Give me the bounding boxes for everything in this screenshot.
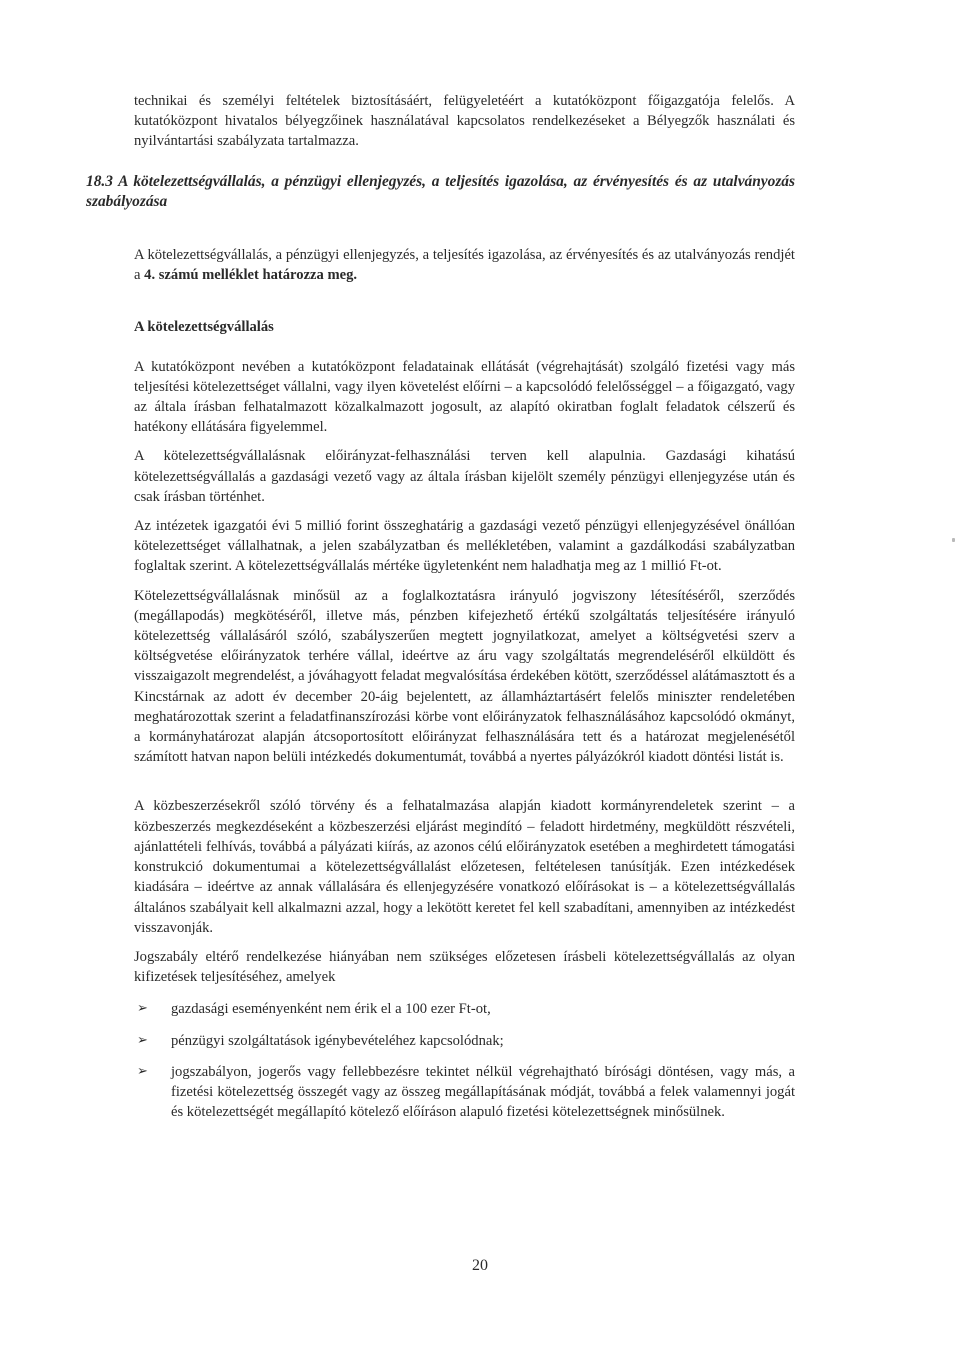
list-item xyxy=(134,1062,795,1123)
paragraph-definition: Kötelezettségvállalásnak minősül az a foglalkoztatásra irányuló jogviszony létesítéséről, szerződés (megállapodás) megkötéséről, illetve más, pénzben kifejezhető értékű szolgáltatás teljesítésére irányuló kötelezettség vállalásáról szóló, szabályszerűen megtett jognyilatkozat, amelyet a költségvetési szerv a költségvetése előirányzatok terhére vállal, ideértve az áru vagy szolgáltatás megrendeléséről elküldött és visszaigazolt megrendelést, a jóváhagyott feladat megvalósítása érdekében kötött, szerződéssel alátámasztott és a Kincstárnak az adott év december 20-áig bejelentett, az államháztartásért felelős miniszter rendeletében meghatározottak szerint a feladatfinanszírozási körbe vont előirányzatok felhasználásához kapcsolódó okmányt, a kormányhatározat alapján átcsoportosított előirányzat felhasználására tett és a határozat megjelenésétől számított hatvan napon belüli intézkedés dokumentumát, továbbá a nyertes pályázókról kiadott döntési listát is. xyxy=(134,587,795,766)
rules-annex-reference: 4. számú melléklet határozza meg. xyxy=(144,267,358,284)
section-title: 18.3 A kötelezettségvállalás, a pénzügyi ellenjegyzés, a teljesítés igazolása, az érvényesítés és az utalványozás szabályozása xyxy=(86,172,795,210)
list-item-text: jogszabályon, jogerős vagy fellebbezésre tekintet nélkül végrehajtható bírósági döntésen, vagy más, a fizetési kötelezettség összegét vagy az összeg megállapításának módját, továbbá a felek valamennyi jogát és kötelezettségét megállapító kötelező előíráson alapuló fizetési kötelezettségnek minősülnek. xyxy=(171,1063,795,1121)
paragraph-plan-basis: A kötelezettségvállalásnak előirányzat-felhasználási terven kell alapulnia. Gazdasági kihatású kötelezettségvállalás a gazdasági vezető vagy az általa írásban kijelölt személy pénzügyi ellenjegyzése után és csak írásban történhet. xyxy=(134,448,795,505)
subheading-commitment: A kötelezettségvállalás xyxy=(134,319,274,336)
list-item-text: pénzügyi szolgáltatások igénybevételéhez kapcsolódnak; xyxy=(171,1032,504,1049)
scan-speck xyxy=(952,538,955,542)
list-item xyxy=(134,1031,795,1051)
list-item-text: gazdasági eseményenként nem érik el a 100 ezer Ft-ot, xyxy=(171,1001,491,1018)
list-item xyxy=(134,999,795,1019)
paragraph-authority: A kutatóközpont nevében a kutatóközpont feladatainak ellátását (végrehajtását) szolgáló fizetési vagy más teljesítési kötelezettséget vállalni, vagy ilyen követelést előírni – a kapcsolódó felelősséggel – a főigazgató, vagy az általa írásban felhatalmazott közalkalmazott jogosult, az alapító okiratban foglalt feladatok célszerű és hatékony ellátására figyelemmel. xyxy=(134,358,795,436)
arrow-bullet-icon: ➢ xyxy=(137,1063,148,1079)
rules-lead-text: A kötelezettségvállalás, a pénzügyi ellenjegyzés, a teljesítés igazolása, az érvényesítés és az utalványozás rendjét a xyxy=(134,247,795,284)
intro-paragraph: technikai és személyi feltételek biztosításáért, felügyeletéért a kutatóközpont főigazgatója felelős. A kutatóközpont hivatalos bélyegzőinek használatával kapcsolatos rendelkezéseket a Bélyegzők használati és nyilvántartási szabályzata tartalmazza. xyxy=(134,93,795,150)
exceptions-list xyxy=(134,999,795,1122)
paragraph-exceptions-lead: Jogszabály eltérő rendelkezése hiányában nem szükséges előzetesen írásbeli kötelezettségvállalás az olyan kifizetések teljesítéséhez, amelyek xyxy=(134,948,795,986)
page-body xyxy=(86,91,795,1133)
paragraph-director-limits: Az intézetek igazgatói évi 5 millió forint összeghatárig a gazdasági vezető pénzügyi ellenjegyzésével önállóan kötelezettséget vállalhatnak, a jelen szabályzatban és mellékletében, valamint a gazdálkodási szabályzatban foglaltak szerint. A kötelezettségvállalás mértéke ügyletenként nem haladhatja meg az 1 millió Ft-ot. xyxy=(134,518,795,575)
arrow-bullet-icon: ➢ xyxy=(137,1032,148,1048)
arrow-bullet-icon: ➢ xyxy=(137,1001,148,1017)
rules-paragraph xyxy=(134,245,795,285)
paragraph-public-procurement: A közbeszerzésekről szóló törvény és a felhatalmazása alapján kiadott kormányrendeletek szerint – a közbeszerzés megkezdéseként a közbeszerzési eljárást megindító – feladott hirdetmény, megküldött részvételi, ajánlattételi felhívás, továbbá a pályázati kiírás, az azonos célú előirányzatok esetében a meghirdetett támogatási konstrukció dokumentumai a kötelezettségvállalást előzetesen, feltételesen tanúsítják. Ezen intézkedések kiadására – ideértve az annak vállalására és ellenjegyzésére vonatkozó előírásokat is – a kötelezettségvállalás általános szabályait kell alkalmazni azzal, hogy a lekötött keretet fel kell szabadítani, amennyiben az intézkedést visszavonják. xyxy=(134,798,795,936)
page-number: 20 xyxy=(472,1257,488,1274)
